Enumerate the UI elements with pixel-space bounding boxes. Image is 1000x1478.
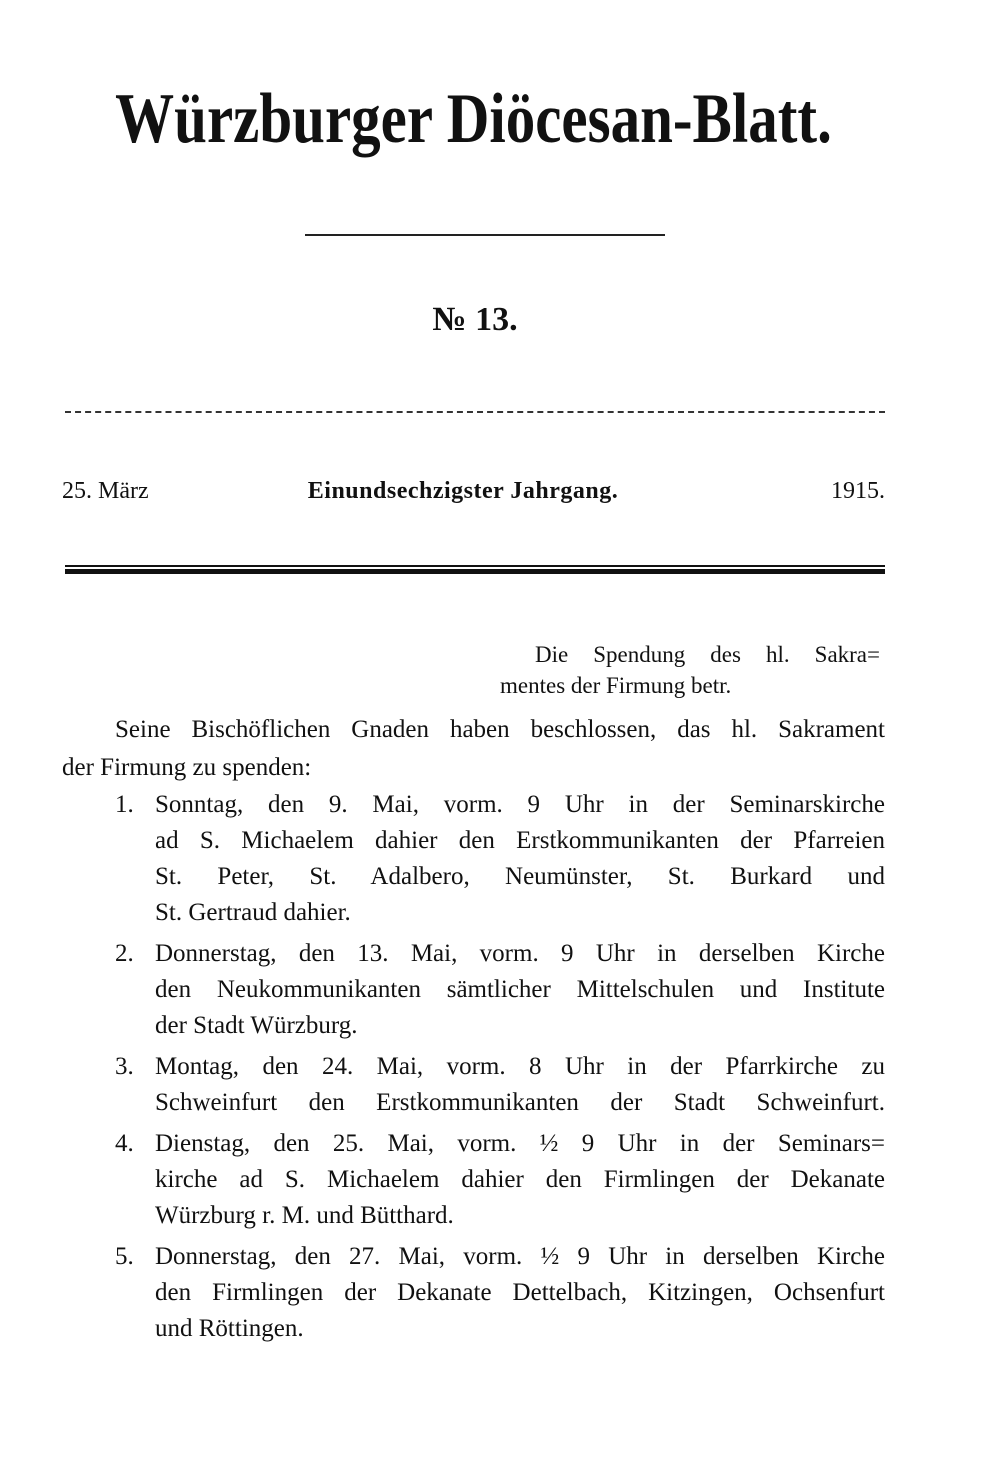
confirmation-schedule-list	[62, 787, 885, 1352]
text-line: mentes der Firmung betr.	[500, 673, 732, 698]
item-number: 1.	[115, 791, 134, 818]
text-line: den Firmlingen der Dekanate Dettelbach, Kitzingen, Ochsenfurt	[155, 1279, 885, 1306]
list-item	[62, 1049, 885, 1121]
issue-number: № 13.	[432, 301, 518, 338]
issue-date: 25. März	[62, 478, 149, 504]
text-line: der Firmung zu spenden:	[62, 754, 312, 781]
subject-heading	[500, 639, 880, 701]
list-item	[62, 787, 885, 931]
double-rule-thick	[65, 569, 885, 574]
issue-year: 1915.	[831, 478, 885, 504]
list-item	[62, 936, 885, 1044]
text-line: Die Spendung des hl. Sakra=	[535, 642, 880, 667]
double-rule-thin	[65, 565, 885, 567]
text-line: den Neukommunikanten sämtlicher Mittelschulen und Institute	[155, 976, 885, 1003]
text-line: Sonntag, den 9. Mai, vorm. 9 Uhr in der Seminarskirche	[155, 791, 885, 818]
text-line: kirche ad S. Michaelem dahier den Firmlingen der Dekanate	[155, 1166, 885, 1193]
item-number: 3.	[115, 1053, 134, 1080]
text-line: St. Peter, St. Adalbero, Neumünster, St. Burkard und	[155, 863, 885, 890]
item-number: 4.	[115, 1130, 134, 1157]
text-line: Schweinfurt den Erstkommunikanten der Stadt Schweinfurt.	[155, 1089, 885, 1116]
volume-label: Einundsechzigster Jahrgang.	[307, 478, 619, 504]
text-line: der Stadt Würzburg.	[155, 1012, 358, 1039]
text-line: Donnerstag, den 27. Mai, vorm. ½ 9 Uhr in derselben Kirche	[155, 1243, 885, 1270]
text-line: St. Gertraud dahier.	[155, 899, 351, 926]
title-divider	[305, 234, 665, 236]
text-line: Seine Bischöflichen Gnaden haben beschlossen, das hl. Sakrament	[115, 716, 885, 743]
publication-title: Würzburger Diöcesan-Blatt.	[115, 78, 832, 158]
item-number: 2.	[115, 940, 134, 967]
text-line: und Röttingen.	[155, 1315, 304, 1342]
text-line: Dienstag, den 25. Mai, vorm. ½ 9 Uhr in der Seminars=	[155, 1130, 885, 1157]
intro-paragraph	[62, 711, 885, 787]
list-item	[62, 1239, 885, 1347]
dashed-divider	[65, 411, 885, 413]
text-line: Würzburg r. M. und Bütthard.	[155, 1202, 454, 1229]
list-item	[62, 1126, 885, 1234]
item-number: 5.	[115, 1243, 134, 1270]
text-line: ad S. Michaelem dahier den Erstkommunikanten der Pfarreien	[155, 827, 885, 854]
text-line: Montag, den 24. Mai, vorm. 8 Uhr in der Pfarrkirche zu	[155, 1053, 885, 1080]
text-line: Donnerstag, den 13. Mai, vorm. 9 Uhr in derselben Kirche	[155, 940, 885, 967]
